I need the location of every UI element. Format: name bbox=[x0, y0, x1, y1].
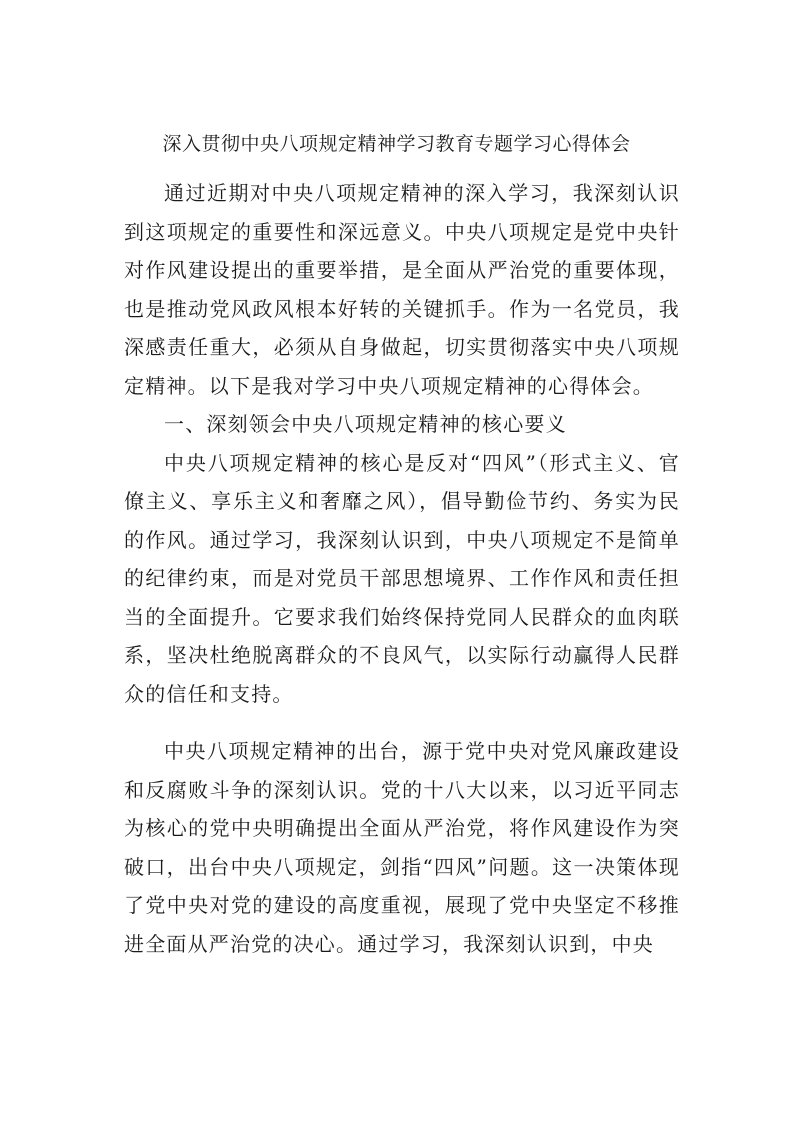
paragraph-gap bbox=[124, 713, 680, 732]
paragraph-core-meaning: 中央八项规定精神的核心是反对“四风”（形式主义、官僚主义、享乐主义和奢靡之风），倡导勤俭节约、务实为民的作风。通过学习，我深刻认识到，中央八项规定不是简单的纪律约束，而是对党员干部思想境界、工作作风和责任担当的全面提升。它要求我们始终保持党同人民群众的血肉联系，坚决杜绝脱离群众的不良风气，以实际行动赢得人民群众的信任和支持。 bbox=[124, 450, 680, 706]
section-heading-1: 一、深刻领会中央八项规定精神的核心要义 bbox=[164, 412, 567, 436]
document-body bbox=[124, 174, 680, 963]
paragraph-intro: 通过近期对中央八项规定精神的深入学习，我深刻认识到这项规定的重要性和深远意义。中央八项规定是党中央针对作风建设提出的重要举措，是全面从严治党的重要体现，也是推动党风政风根本好转的关键抓手。作为一名党员，我深感责任重大，必须从自身做起，切实贯彻落实中央八项规定精神。以下是我对学习中央八项规定精神的心得体会。 bbox=[124, 181, 680, 398]
paragraph-origin: 中央八项规定精神的出台，源于党中央对党风廉政建设和反腐败斗争的深刻认识。党的十八大以来，以习近平同志为核心的党中央明确提出全面从严治党，将作风建设作为突破口，出台中央八项规定，剑指“四风”问题。这一决策体现了党中央对党的建设的高度重视，展现了党中央坚定不移推进全面从严治党的决心。通过学习，我深刻认识到，中央 bbox=[124, 739, 680, 956]
document-title: 深入贯彻中央八项规定精神学习教育专题学习心得体会 bbox=[162, 133, 631, 155]
